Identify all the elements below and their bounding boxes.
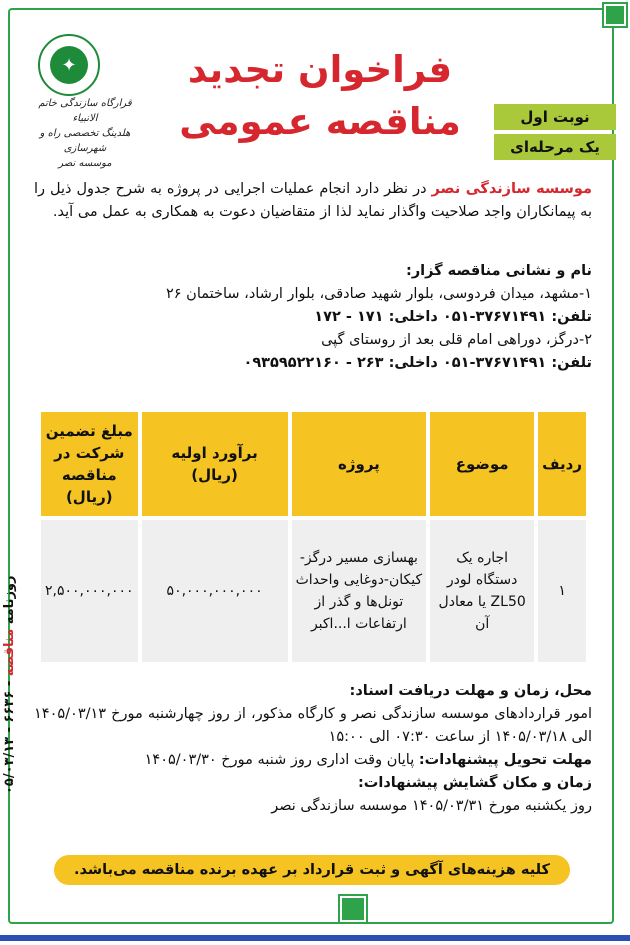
footer-note: کلیه هزینه‌های آگهی و ثبت قرارداد بر عهده برنده مناقصه می‌باشد.: [54, 855, 570, 885]
phone-1: ۳۷۶۷۱۴۹۱-۰۵۱ داخلی: ۱۷۱ - ۱۷۲: [314, 309, 552, 325]
contact-section: [34, 260, 592, 375]
cell-subject: اجاره یک دستگاه لودر ZL50 یا معادل آن: [428, 518, 536, 664]
cell-estimate: ۵۰,۰۰۰,۰۰۰,۰۰۰: [140, 518, 290, 664]
table-row: [39, 518, 588, 664]
logo-caption: [30, 96, 140, 171]
header-subject: موضوع: [428, 410, 536, 518]
page-bottom-rule: [0, 935, 630, 941]
opening-text: روز یکشنبه مورخ ۱۴۰۵/۰۳/۳۱ موسسه سازندگی نصر: [271, 798, 592, 814]
logo-caption-line: موسسه نصر: [58, 158, 112, 169]
cell-guarantee: ۲,۵۰۰,۰۰۰,۰۰۰: [39, 518, 140, 664]
deadline-label: مهلت تحویل پیشنهادات:: [418, 752, 592, 768]
round-badge: نوبت اول: [494, 104, 616, 130]
title-line-1: فراخوان تجدید: [187, 48, 453, 91]
issue-info: - ۶۶۳۶ - ۰۵/۰۳/۱۳: [2, 681, 17, 795]
contact-heading: نام و نشانی مناقصه گزار:: [406, 263, 592, 279]
organization-name: موسسه سازندگی نصر: [431, 181, 592, 197]
tender-table: [37, 408, 590, 666]
newspaper-brand: مناقصه: [2, 629, 17, 677]
title-line-2: مناقصه عمومی: [179, 100, 461, 143]
header-estimate: برآورد اولیه (ریال): [140, 410, 290, 518]
logo-caption-line: قرارگاه سازندگی خاتم الانبیاء: [38, 98, 132, 124]
newspaper-issue-label: [2, 540, 26, 830]
emblem-icon: ✦: [50, 46, 88, 84]
opening-heading: زمان و مکان گشایش پیشنهادات:: [358, 775, 592, 791]
cell-row-number: ۱: [536, 518, 588, 664]
documents-heading: محل، زمان و مهلت دریافت اسناد:: [349, 683, 592, 699]
logo-caption-line: هلدینگ تخصصی راه و شهرسازی: [39, 128, 131, 154]
documents-section: [34, 680, 592, 818]
stage-badge: یک مرحله‌ای: [494, 134, 616, 160]
documents-text: امور قراردادهای موسسه سازندگی نصر و کارگاه مذکور، از روز چهارشنبه مورخ ۱۴۰۵/۰۳/۱۳ الی ۱۴۰۵/۰۳/۱۸ از ساعت ۰۷:۳۰ الی ۱۵:۰۰: [34, 706, 592, 745]
deadline-text: پایان وقت اداری روز شنبه مورخ ۱۴۰۵/۰۳/۳۰: [144, 752, 419, 768]
address-1: ۱-مشهد، میدان فردوسی، بلوار شهید صادقی، بلوار ارشاد، ساختمان ۲۶: [165, 286, 592, 302]
cell-project: بهسازی مسیر درگز-کیکان-دوغایی واحداث تونل‌ها و گذر از ارتفاعات ا...اکبر: [290, 518, 429, 664]
intro-paragraph: [34, 178, 592, 224]
address-2: ۲-درگز، دوراهی امام قلی بعد از روستای گپی: [321, 332, 592, 348]
newspaper-name: روزنامه: [2, 575, 17, 625]
frame-corner-ornament: [604, 4, 626, 26]
organization-logo: [38, 34, 100, 96]
intro-text: در نظر دارد انجام عملیات اجرایی در پروژه به شرح جدول ذیل را به پیمانکاران واجد صلاحیت واگذار نماید لذا از متقاضیان دعوت به همکاری به عمل می آید.: [34, 181, 592, 220]
frame-bottom-ornament: [340, 896, 366, 922]
header-row-number: ردیف: [536, 410, 588, 518]
header-guarantee: مبلغ تضمین شرکت در مناقصه (ریال): [39, 410, 140, 518]
phone-2: ۳۷۶۷۱۴۹۱-۰۵۱ داخلی: ۲۶۳ - ۰۹۳۵۹۵۲۲۱۶۰: [243, 355, 552, 371]
phone-label: تلفن:: [551, 355, 592, 371]
notice-title: [150, 44, 490, 148]
header-project: پروژه: [290, 410, 429, 518]
phone-label: تلفن:: [551, 309, 592, 325]
